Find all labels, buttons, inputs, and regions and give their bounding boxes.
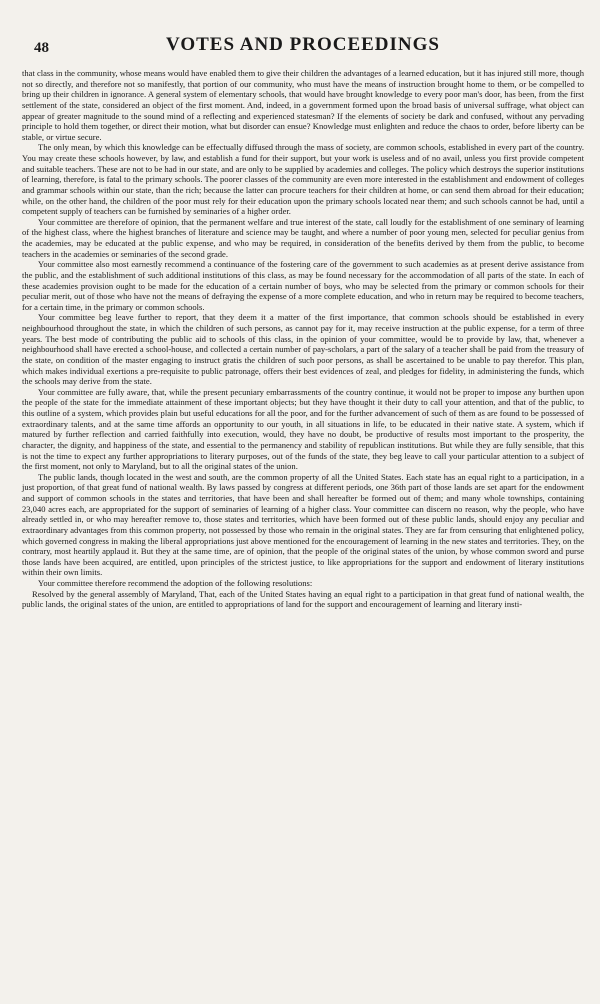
paragraph-academies: Your committee also most earnestly recommend a continuance of the fostering care of the government to such academies as at present derive assistance from the public, and the establishment of such additional institutions of this class, as may be found necessary for the accommodation of all parts of the state. In each of these academies provision ought to be made for the education of a certain number of boys, who may be selected from the primary or common schools for their peculiar merit, out of those who have not the means of defraying the expense of a more complete education, and who in return may be required to become teachers, for a certain time, in the primary or common schools. [22, 259, 584, 312]
page-header [22, 30, 584, 64]
paragraph-pecuniary: Your committee are fully aware, that, while the present pecuniary embarrassments of the country continue, it would not be proper to impose any burthen upon the people of the state for the immediate attainment of these important objects; but they have thought it their duty to call your attention, and that of the public, to this outline of a system, which provides plain but useful educations for all the poor, and for the further advancement of such of them as are found to be possessed of extraordinary talents, and at the same time affords an opportunity to our youth, in all situations in life, to be educated in their native state. A system, which if matured by further reflection and carried faithfully into execution, would, they have no doubt, be productive of results most important to the prosperity, the character, the dignity, and happiness of the state, and essential to the permanency and stability of republican institutions. But while they are fully sensible, that this is not the time to expect any further appropriations to literary purposes, out of the funds of the state, they beg leave to call your particular attention to a subject of the first moment, not only to Maryland, but to all the original states of the union. [22, 386, 584, 472]
paragraph-resolution: Resolved by the general assembly of Maryland, That, each of the United States having an equal right to a participation in that great fund of national wealth, the public lands, the original states of the union, are entitled to appropriations of land for the support and encouragement of learning and literary insti- [22, 588, 584, 610]
page-number: 48 [34, 40, 49, 56]
paragraph-seminary: Your committee are therefore of opinion, that the permanent welfare and true interest of the state, call loudly for the establishment of one seminary of learning of the highest class, where the highest branches of literature and science may be taught, and where a number of poor young men, selected for peculiar genius from the academies, may be educated at the public expense, and who may be required, in consideration of the benefits derived by them from the public, to become teachers in the academies or seminaries of the second grade. [22, 216, 584, 259]
paragraph-common-schools: The only mean, by which this knowledge can be effectually diffused through the mass of society, are common schools, established in every part of the country. You may create these schools however, by law, and establish a fund for their support, but your work is useless and of no avail, unless you first provide competent and suitable teachers. These are not to be had in our state, and are only to be supplied by academies and colleges. The policy which destroys the superior institutions of learning, therefore, is fatal to the primary schools. The poorer classes of the community are even more interested in the establishment and endowment of colleges and grammar schools within our state, than the rich; because the latter can procure teachers for their children at home, or can send them abroad for their education; while, on the other hand, the children of the poor must rely for their education upon the primary schools located near them; and such schools cannot be had, until a competent supply of teachers can be furnished by seminaries of a higher order. [22, 142, 584, 217]
paragraph-continuation: that class in the community, whose means would have enabled them to give their children the advantages of a learned education, but it has injured still more, though not so directly, and therefore not so manifestly, that portion of our community, who must have the means of instruction brought home to them, or be compelled to bring up their children in ignorance. A general system of elementary schools, that would have brought knowledge to every poor man's door, has been, from the first settlement of the state, considered an object of the first moment. And, indeed, in a government formed upon the broad basis of universal suffrage, what object can appear of greater magnitude to the sound mind of a reflecting and experienced statesman? If the elements of society be dark and confused, without any pervading principle to hold them together, or direct their motion, what but disorder can ensue? Knowledge must enlighten and reduce the chaos to order, before liberty can be stable, or virtue secure. [22, 68, 584, 142]
paragraph-public-lands: The public lands, though located in the west and south, are the common property of all the United States. Each state has an equal right to a participation, in a just proportion, of that great fund of national wealth. By laws passed by congress at different periods, one 36th part of those lands are set apart for the endowment and support of common schools in the states and territories, that have been and shall hereafter be formed out of them; and many whole townships, containing 23,040 acres each, are appropriated for the support of seminaries of learning of a higher class. Your committee can discern no reason, why the people, who have already settled in, or who may hereafter remove to, those states and territories, which have been formed out of these public lands, should enjoy any peculiar and extraordinary advantages from this common property, not possessed by those who remain in the original states. They are far from censuring that enlightened policy, which governed congress in making the liberal appropriations just above mentioned for the encouragement of learning in the new states and territories. They, on the contrary, most heartily applaud it. But they at the same time, are of opinion, that the people of the original states of the union, by whose common sword and purse those lands have been acquired, are entitled, upon principles of the strictest justice, to like appropriations for the support and endowment of literary institutions within their own limits. [22, 471, 584, 578]
body-text [22, 68, 584, 610]
running-title: VOTES AND PROCEEDINGS [165, 34, 440, 55]
paragraph-recommendation: Your committee therefore recommend the adoption of the following resolutions: [38, 578, 313, 588]
paragraph-neighbourhood-schools: Your committee beg leave further to report, that they deem it a matter of the first importance, that common schools should be established in every neighbourhood throughout the state, in which the children of such persons, as cannot pay for it, may receive instruction at the public expense, for a term of three years. The best mode of contributing the public aid to schools of this class, in the opinion of your committee, would be to provide by law, that, whenever a neighbourhood shall have erected a school-house, and collected a certain number of pay-scholars, a part of the salary of a teacher shall be paid from the treasury of the state, on condition of the master engaging to instruct gratis the children of such poor persons, as shall be ascertained to be unable to pay therefor. This plan, which makes individual exertions a pre-requisite to public patronage, offers their best evidences of zeal, and pledges for fidelity, in administering the funds, which the schools may derive from the state. [22, 312, 584, 387]
